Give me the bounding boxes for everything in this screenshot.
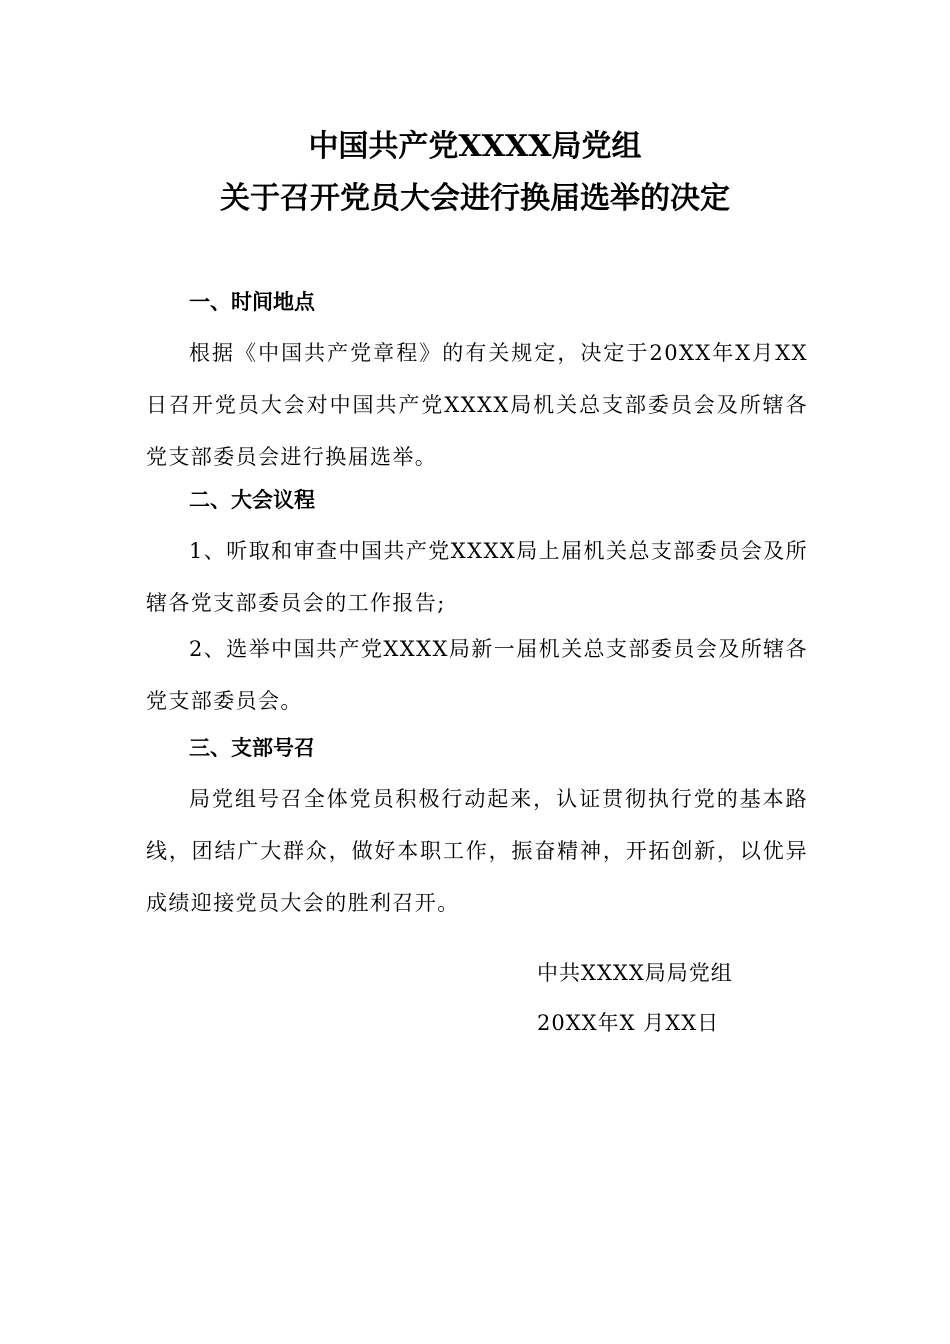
signature-date: 20XX年X 月XX日	[537, 1011, 720, 1035]
document-title-line2: 关于召开党员大会进行换届选举的决定	[220, 181, 730, 216]
paragraph-time-place: 根据《中国共产党章程》的有关规定，决定于20XX年X月XX日召开党员大会对中国共产党XXXX局机关总支部委员会及所辖各党支部委员会进行换届选举。	[146, 341, 808, 469]
paragraph-call: 局党组号召全体党员积极行动起来，认证贯彻执行党的基本路线，团结广大群众，做好本职工作，振奋精神，开拓创新，以优异成绩迎接党员大会的胜利召开。	[146, 787, 808, 915]
section-heading-agenda: 二、大会议程	[189, 488, 315, 512]
paragraph-agenda-item-2: 2、选举中国共产党XXXX局新一届机关总支部委员会及所辖各党支部委员会。	[146, 637, 808, 713]
section-heading-call: 三、支部号召	[189, 736, 315, 760]
signature-organization: 中共XXXX局局党组	[537, 961, 733, 985]
section-heading-time-place: 一、时间地点	[189, 290, 315, 314]
paragraph-agenda-item-1: 1、听取和审查中国共产党XXXX局上届机关总支部委员会及所辖各党支部委员会的工作报告;	[146, 539, 808, 615]
document-title-line1: 中国共产党XXXX局党组	[308, 129, 642, 164]
